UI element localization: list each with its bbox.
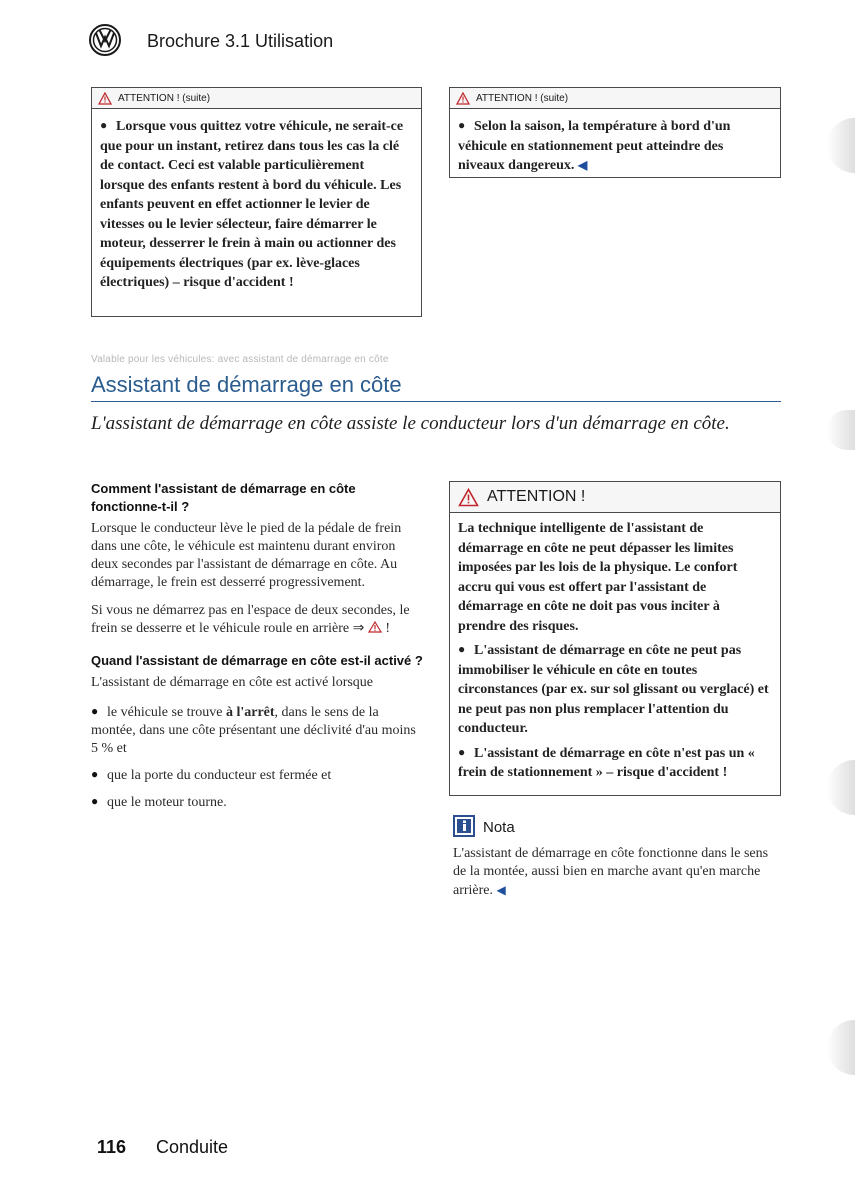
footer-section-title: Conduite	[156, 1137, 229, 1157]
question-heading-1: Comment l'assistant de démarrage en côte fonctionne-t-il ?	[91, 481, 356, 514]
warning-box-heading	[450, 88, 780, 109]
list-item: ● que la porte du conducteur est fermée et	[91, 767, 332, 783]
warning-box-heading	[92, 88, 421, 109]
section-intro: L'assistant de démarrage en côte assiste le conducteur lors d'un démarrage en côte.	[91, 413, 730, 434]
warning-box-continued-2	[449, 87, 781, 178]
warning-item: ● Selon la saison, la température à bord d'un véhicule en stationnement peut atteindre des niveaux dangereux. ◀	[458, 118, 731, 173]
page-edge-shadow	[827, 118, 855, 173]
bullet: ●	[458, 744, 466, 759]
page-edge-shadow	[827, 760, 855, 815]
bullet: ●	[91, 794, 99, 808]
attention-intro: La technique intelligente de l'assistant de démarrage en côte ne peut dépasser les limites imposées par les lois de la physique. Le confort accru qui vous est offert par l'assistant de démarrage en côte ne doit pas vous inciter à prendre des risques.	[458, 521, 738, 634]
bullet: ●	[91, 767, 99, 781]
info-icon	[453, 815, 475, 837]
note-title: Nota	[483, 819, 515, 836]
warning-box-continued-1	[91, 87, 422, 317]
warning-triangle-icon	[98, 92, 112, 105]
bullet: ●	[100, 118, 108, 132]
section-rule	[91, 401, 781, 402]
page-edge-shadow	[827, 1020, 855, 1075]
bullet: ●	[91, 704, 99, 718]
end-of-section-arrow-icon: ◀	[577, 158, 588, 172]
end-of-section-arrow-icon: ◀	[496, 883, 506, 897]
list-item: ● que le moteur tourne.	[91, 794, 227, 810]
question-heading-2: Quand l'assistant de démarrage en côte est-il activé ?	[91, 653, 423, 668]
bullet: ●	[458, 642, 466, 656]
page-number: 116	[97, 1137, 127, 1157]
warning-heading-text: ATTENTION ! (suite)	[118, 92, 211, 104]
attention-box	[449, 481, 781, 796]
paragraph-1: Lorsque le conducteur lève le pied de la pédale de frein dans une côte, le véhicule est maintenu durant environ deux secondes par l'assistant de démarrage en côte. Au démarrage, le frein est desserré progressivement.	[91, 521, 402, 590]
paragraph-3: L'assistant de démarrage en côte est activé lorsque	[91, 675, 374, 690]
attention-heading	[450, 482, 780, 513]
paragraph-2: Si vous ne démarrez pas en l'espace de deux secondes, le frein se desserre et le véhicule roule en arrière ⇒ !	[91, 603, 410, 636]
bullet: ●	[458, 118, 466, 132]
page-edge-shadow	[827, 410, 855, 450]
warning-heading-text: ATTENTION ! (suite)	[476, 92, 569, 104]
note-text: L'assistant de démarrage en côte fonctionne dans le sens de la montée, aussi bien en marche avant qu'en marche arrière. ◀	[453, 846, 769, 898]
list-item: ● le véhicule se trouve à l'arrêt, dans le sens de la montée, dans une côte présentant une déclivité d'au moins 5 % et	[91, 704, 416, 756]
header-title: Brochure 3.1 Utilisation	[147, 31, 334, 51]
attention-item: ● L'assistant de démarrage en côte ne peut pas immobiliser le véhicule en côte en toutes circonstances (par ex. sur sol glissant ou verglacé) et ne peut pas non plus remplacer l'attention du conducteur.	[458, 642, 769, 736]
attention-item: ● L'assistant de démarrage en côte n'est pas un « frein de stationnement » – risque d'accident !	[458, 744, 755, 780]
attention-heading-text: ATTENTION !	[487, 488, 586, 505]
left-column	[91, 480, 423, 819]
warning-triangle-icon	[456, 92, 470, 105]
vw-logo	[89, 24, 121, 56]
warning-triangle-icon	[368, 621, 382, 633]
warning-triangle-icon	[458, 488, 479, 507]
validity-note: Valable pour les véhicules: avec assistant de démarrage en côte	[91, 354, 389, 365]
warning-item: ● Lorsque vous quittez votre véhicule, ne serait-ce que pour un instant, retirez dans tous les cas la clé de contact. Ceci est valable particulièrement lorsque des enfants restent à bord du véhicule. Les enfants peuvent en effet actionner le levier de vitesses ou le levier sélecteur, faire démarrer le moteur, desserrer le frein à main ou actionner des équipements électriques (par ex. lève-glaces électriques) – risque d'accident !	[100, 118, 404, 290]
section-title: Assistant de démarrage en côte	[91, 372, 402, 397]
